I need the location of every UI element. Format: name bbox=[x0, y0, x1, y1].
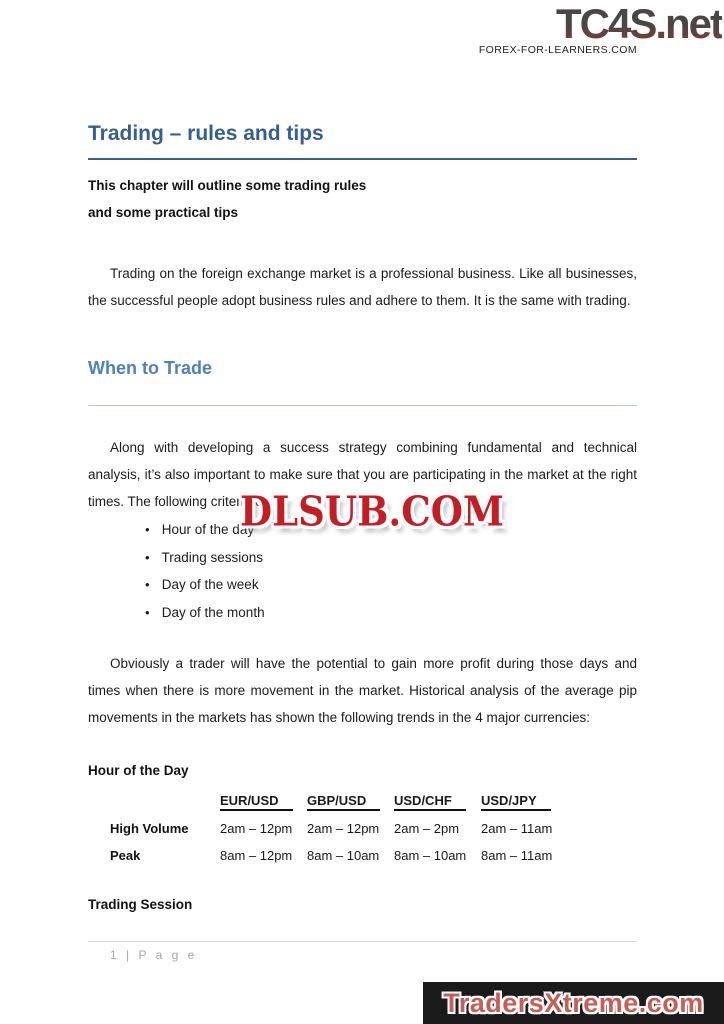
when-to-trade-paragraph: Along with developing a success strategy combining fundamental and technical analysis, it’s also important to make sure that you are participating in the market at the right times. The following criteria c bbox=[88, 440, 637, 509]
table-cell: 8am – 10am bbox=[307, 848, 380, 864]
hour-of-day-table bbox=[88, 787, 637, 870]
table-cell: 2am – 12pm bbox=[307, 820, 380, 836]
chapter-subtitle-line1: This chapter will outline some trading rules bbox=[88, 178, 367, 193]
bullet-icon: • bbox=[145, 604, 150, 620]
bullet-icon: • bbox=[145, 522, 150, 537]
list-item-label: Day of the month bbox=[161, 604, 265, 620]
list-item bbox=[145, 571, 545, 599]
dlsub-watermark: DLSUB.COM bbox=[240, 486, 504, 536]
chapter-subtitle bbox=[88, 172, 637, 226]
table-header-row bbox=[88, 787, 637, 815]
bullet-icon: • bbox=[145, 577, 150, 592]
table-row bbox=[88, 842, 637, 870]
table-cell: 8am – 12pm bbox=[220, 848, 293, 864]
site-url: FOREX-FOR-LEARNERS.COM bbox=[478, 44, 637, 56]
table-cell: 2am – 12pm bbox=[220, 820, 293, 836]
chapter-subtitle-line2: and some practical tips bbox=[88, 205, 239, 220]
table-column-header: USD/JPY bbox=[481, 793, 637, 808]
intro-paragraph: Trading on the foreign exchange market is a professional business. Like all businesses, the successful people adopt business rules and adhere to them. It is the same with trading. bbox=[88, 266, 637, 308]
table-column-header: USD/CHF bbox=[394, 793, 481, 808]
bullet-icon: • bbox=[145, 549, 150, 565]
hour-of-day-title: Hour of the Day bbox=[88, 763, 189, 778]
tc4s-logo: TC4S.net bbox=[555, 0, 722, 47]
table-cell: 8am – 10am bbox=[394, 848, 467, 864]
list-item-label: Day of the week bbox=[161, 577, 259, 592]
trading-session-title: Trading Session bbox=[88, 897, 193, 912]
list-item-label: Trading sessions bbox=[161, 549, 264, 565]
section-title-when-to-trade: When to Trade bbox=[88, 358, 213, 378]
table-column-header: GBP/USD bbox=[307, 793, 394, 808]
list-item-label: Hour of the day bbox=[161, 522, 255, 537]
table-cell: 2am – 2pm bbox=[394, 820, 460, 836]
profit-paragraph: Obviously a trader will have the potential to gain more profit during those days and times when there is more movement in the market. Historical analysis of the average pip movements in the markets has shown the following trends in the 4 major currencies: bbox=[88, 656, 637, 725]
row-label: High Volume bbox=[110, 820, 189, 836]
tradersxtreme-banner-text: TradersXtreme.com bbox=[443, 987, 704, 1018]
section-rule bbox=[88, 405, 637, 406]
table-column-header: EUR/USD bbox=[220, 793, 307, 808]
table-cell: 2am – 11am bbox=[481, 820, 553, 836]
list-item bbox=[145, 544, 545, 572]
list-item bbox=[145, 599, 545, 627]
chapter-title: Trading – rules and tips bbox=[88, 122, 324, 145]
footer-rule bbox=[88, 941, 637, 942]
row-label: Peak bbox=[110, 848, 141, 864]
table-row bbox=[88, 815, 637, 843]
table-cell: 8am – 11am bbox=[481, 848, 553, 864]
page-number: 1 | P a g e bbox=[110, 948, 198, 962]
tradersxtreme-banner bbox=[423, 982, 724, 1024]
chapter-title-rule bbox=[88, 158, 637, 160]
